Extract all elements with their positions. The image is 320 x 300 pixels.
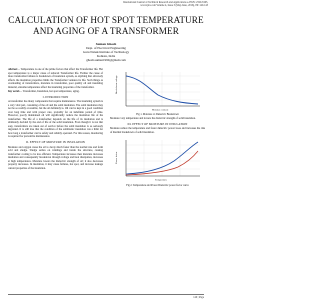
- moisture-effect-paragraph: Moisture and oxygen cause the oil to decay much faster than the normal rate and form acid and sludge. Sludge settles on windings and inside the structure, causing transformer cooling to be less efficient. Temperature increases then moisture increases insulation and consequently breakdown through voltage and heat dissipation, increases at high temperatures. Moisture lowers the dielectric strength of oil; it also decreases property decreases. In insulation, it may cause failures, hot spot, and increase leakage current properties of the insulation.: [8, 145, 103, 170]
- keywords: [8, 90, 103, 94]
- figure-1-x-label: Moisture content: [152, 108, 169, 112]
- author-department: Dept. of Electrical Engineering: [86, 46, 126, 50]
- right-column: [110, 68, 205, 189]
- abstract: [8, 68, 103, 89]
- author-email[interactable]: ghosh.suman1990@gmail.com: [86, 58, 126, 62]
- footer-rule: [8, 294, 204, 295]
- journal-header-line-1: International Journal of Technical Research and Applications e-ISSN: 2320-8163,: [123, 1, 208, 4]
- page-number: 140 | Page: [193, 295, 204, 299]
- section-title-introduction: I. INTRODUCTION: [42, 94, 69, 99]
- figure-1: [110, 68, 205, 112]
- left-column: [8, 68, 103, 171]
- right-paragraph-2: Moisture reduce the temperature and faster dielectric power loses and increases the risk of thermal breakdown of solid insulation.: [110, 127, 205, 134]
- figure-2-plot: [110, 136, 205, 183]
- abstract-label: Abstract: [8, 68, 18, 71]
- author-city: Kolkata, India: [96, 54, 116, 58]
- author-name: Suman Ghosh: [95, 42, 117, 46]
- figure-1-caption: Fig 1. Moisture vs Dielectric Breakdown: [136, 112, 179, 116]
- journal-header-line-2: www.ijtra.com Volume 4, Issue 3 (May-June, 2016), PP. 140-143: [140, 4, 208, 7]
- figure-2: [110, 136, 205, 183]
- paper-title-line-2: AND AGING OF A TRANSFORMER: [33, 26, 179, 36]
- section-title-moisture-effect: II. EFFECT OF MOISTURE IN INSULATION: [26, 139, 85, 144]
- right-paragraph-1: Moisture vary temperature and lowers the dielectric strength of solid insulation.: [110, 117, 196, 121]
- section-title-right: III. EFFECT OF MOISTURE IN INSULATION: [127, 121, 188, 126]
- keywords-text: — Transformer, Insulation, hot spot temperature, aging.: [19, 90, 80, 94]
- journal-header: [60, 1, 208, 7]
- introduction-paragraph: A transformer has many components that require maintenance. The insulating system is a very vital part, consisting of the oil and the solid insulation. The solid insulation may not be so readily accessible, but the oil definitely is. Oil can be kept in a good condition over long time and with proper care, probably for an indefinite period of time. However, poorly maintained oil will significantly reduce the insulation life of the transformer. The life of a transformer depends on the life of its insulation and is ultimately decided by the end of life of the solid insulation. Even though it is not that easy, transformers are taken out of service before the solid insulation is so seriously degraded. It is still true that the condition of the solidtionic insulation can a limit for how long a transformer can be safely and reliably operated. For this reason, monitoring is required for preventive maintenance.: [8, 100, 103, 139]
- paper-title-line-1: CALCULATION OF HOT SPOT TEMPERATURE: [8, 15, 204, 25]
- figure-1-y-label: Breakdown voltage: [115, 75, 118, 94]
- figure-1-plot: [110, 68, 205, 112]
- figure-2-x-label: Temperature: [155, 178, 168, 182]
- paper-title: [8, 15, 204, 37]
- figure-2-caption: Fig 2. Temperature and Power Dielectric power factor curve: [126, 184, 189, 188]
- figure-2-y-label: Power factor: [115, 152, 118, 165]
- abstract-text: — Temperature is one of the prime factors that affect the Transformer life. Hot spot temperature is a major cause of reduced Transformer life. Further the cause of more transformer failures is breakdown of insulation system, as anything that adversely affects the insulation properties limits the Transformer ventures its life. Such things as overloading of transformers, moisture in transformer, poor quality oil and insulating material, extreme temperature affect the insulating properties of the transformer.: [8, 68, 103, 89]
- keywords-label: Key words: [8, 90, 20, 94]
- author-block: [40, 42, 172, 62]
- page-footer: [8, 294, 204, 299]
- author-institute: Guru Nanak Institute of Technology: [82, 50, 130, 54]
